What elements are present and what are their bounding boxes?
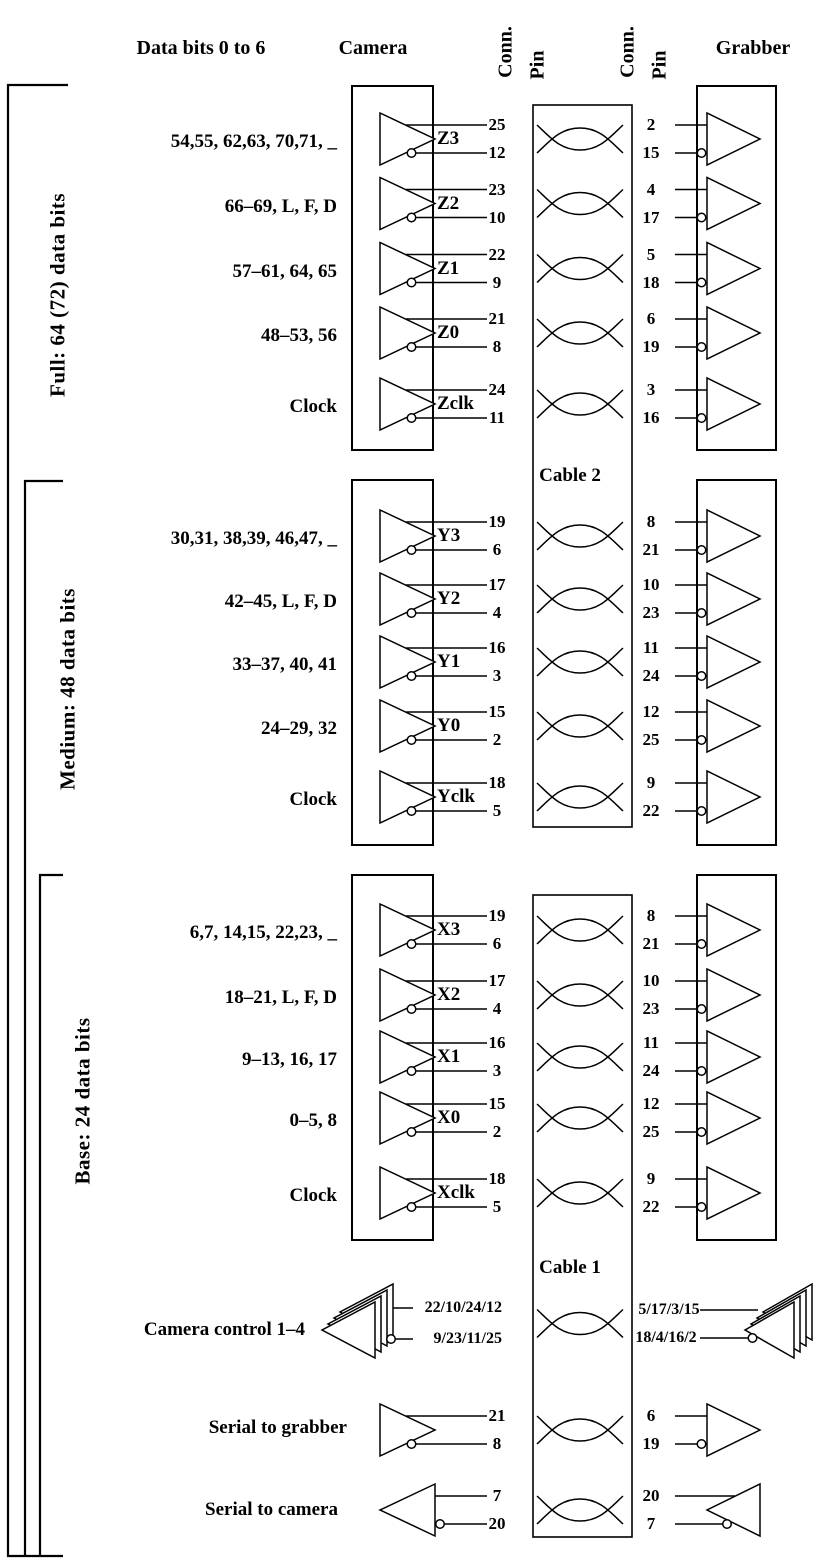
grabber-pin: 11: [642, 1033, 660, 1052]
signal-name: X1: [437, 1046, 461, 1067]
signal-name: X3: [437, 919, 461, 940]
grabber-pin: 21: [642, 540, 660, 559]
signal-name: Zclk: [437, 393, 474, 414]
grabber-receiver-buffer: [675, 573, 760, 625]
row-label: 9–13, 16, 17: [242, 1049, 337, 1070]
camera-pin: 6: [492, 540, 502, 559]
grabber-pin: 19: [642, 337, 660, 356]
camera-control-drivers: [700, 1284, 812, 1358]
camera-pin: 24: [488, 380, 506, 399]
camera-pin: 16: [488, 638, 506, 657]
grabber-pin: 11: [642, 638, 660, 657]
section-label-base: Base: 24 data bits: [70, 1017, 95, 1185]
row-label: 33–37, 40, 41: [232, 654, 337, 675]
camera-pin: 9: [492, 272, 502, 292]
grabber-pin: 8: [646, 906, 656, 925]
row-label: 30,31, 38,39, 46,47, _: [170, 528, 337, 549]
signal-name: Y1: [437, 651, 461, 672]
grabber-pin: 6: [646, 309, 656, 328]
grabber-receiver-buffer: [675, 771, 760, 823]
camera-pin: 18: [488, 773, 506, 792]
grabber-pin: 10: [642, 575, 660, 594]
row-label: 0–5, 8: [289, 1110, 337, 1131]
twisted-pair-icon: [537, 783, 623, 811]
grabber-receiver-buffer: [675, 1092, 760, 1144]
camera-pin: 23: [488, 179, 506, 199]
twisted-pair-icon: [537, 390, 623, 418]
camera-pin: 5: [492, 801, 502, 820]
serial-to-grabber-buffers: [380, 1404, 760, 1456]
signal-name: Z3: [437, 128, 460, 149]
camera-pin: 18: [488, 1169, 506, 1188]
signal-name: Y0: [437, 715, 461, 736]
grabber-receiver-buffer: [675, 636, 760, 688]
row-label: Clock: [289, 396, 337, 417]
grabber-pin: 25: [642, 730, 660, 749]
grabber-pin: 22: [642, 801, 660, 820]
grabber-pin: 15: [642, 143, 660, 162]
twisted-pair-icon: [537, 255, 623, 283]
serial-to-camera-label: Serial to camera: [205, 1499, 338, 1520]
twisted-pair-icon: [537, 125, 623, 153]
header-grabber: Grabber: [715, 37, 791, 59]
header-data-bits: Data bits 0 to 6: [136, 37, 266, 59]
grabber-pin: 17: [642, 207, 660, 227]
grabber-pin: 16: [642, 408, 660, 427]
grabber-pin: 24: [642, 666, 660, 685]
camera-control-pin: 22/10/24/12: [424, 1299, 502, 1316]
camera-pin: 15: [488, 1094, 506, 1113]
grabber-receiver-buffer: [675, 904, 760, 956]
row-label: Clock: [289, 1185, 337, 1206]
grabber-pin: 6: [646, 1406, 656, 1425]
grabber-pin: 12: [642, 1094, 660, 1113]
grabber-pin: 19: [642, 1434, 660, 1453]
grabber-receiver-buffer: [675, 510, 760, 562]
twisted-pair-icon: [537, 1043, 623, 1071]
grabber-pin: 22: [642, 1197, 660, 1216]
serial-to-grabber-label: Serial to grabber: [208, 1417, 347, 1438]
camera-pin: 21: [488, 1406, 506, 1425]
grabber-control-pin: 18/4/16/2: [635, 1329, 697, 1346]
section-label-full: Full: 64 (72) data bits: [45, 192, 70, 398]
camera-pin: 17: [488, 575, 506, 594]
grabber-pin: 4: [646, 179, 656, 199]
grabber-receiver-buffer: [675, 243, 760, 295]
row-label: 57–61, 64, 65: [232, 260, 337, 282]
twisted-pair-icon: [537, 1104, 623, 1132]
twisted-pair-icon: [537, 712, 623, 740]
grabber-receiver-buffer: [675, 178, 760, 230]
bracket-base: [40, 875, 63, 1555]
header-conn-right: Conn.: [616, 26, 639, 78]
grabber-pin: 2: [646, 115, 656, 134]
row-label: 24–29, 32: [261, 718, 337, 739]
camera-pin: 3: [492, 1061, 502, 1080]
grabber-pin: 23: [642, 603, 660, 622]
camera-pin: 8: [492, 1434, 502, 1453]
twisted-pair-icon: [537, 648, 623, 676]
grabber-pin: 23: [642, 999, 660, 1018]
signal-name: Z0: [437, 322, 460, 343]
camera-pin: 4: [492, 999, 502, 1018]
camera-pin: 19: [488, 512, 506, 531]
grabber-receiver-buffer: [675, 307, 760, 359]
signal-name: Yclk: [437, 786, 475, 807]
twisted-pair-icon: [537, 585, 623, 613]
grabber-pin: 12: [642, 702, 660, 721]
grabber-pin: 9: [646, 1169, 656, 1188]
header-pin-left: Pin: [526, 50, 549, 80]
grabber-pin: 5: [646, 244, 656, 264]
header-conn-left: Conn.: [494, 26, 517, 78]
camera-pin: 5: [492, 1197, 502, 1216]
camera-pin: 10: [488, 207, 506, 227]
row-label: 54,55, 62,63, 70,71, _: [170, 131, 337, 152]
signal-name: Xclk: [437, 1182, 475, 1203]
camera-pin: 22: [488, 244, 506, 264]
twisted-pair-icon: [537, 1179, 623, 1207]
camera-pin: 20: [488, 1514, 506, 1533]
camera-pin: 19: [488, 906, 506, 925]
header-pin-right: Pin: [648, 50, 671, 80]
cable-2-label: Cable 2: [539, 465, 601, 486]
camera-pin: 17: [488, 971, 506, 990]
row-label: Clock: [289, 789, 337, 810]
grabber-receiver-buffer: [675, 378, 760, 430]
twisted-pair-icon: [537, 981, 623, 1009]
section-label-medium: Medium: 48 data bits: [55, 588, 80, 790]
twisted-pair-icon: [537, 319, 623, 347]
camera-pin: 3: [492, 666, 502, 685]
grabber-pin: 8: [646, 512, 656, 531]
signal-name: X0: [437, 1107, 461, 1128]
grabber-receiver-buffer: [675, 1031, 760, 1083]
camera-pin: 11: [488, 408, 506, 427]
twisted-pair-icon: [537, 1416, 623, 1444]
camera-pin: 6: [492, 934, 502, 953]
header-camera: Camera: [338, 37, 408, 59]
grabber-receiver-buffer: [675, 700, 760, 752]
grabber-pin: 20: [642, 1486, 660, 1505]
signal-name: Z1: [437, 257, 460, 279]
camera-pin: 21: [488, 309, 506, 328]
camera-pin: 12: [488, 143, 506, 162]
row-label: 6,7, 14,15, 22,23, _: [189, 922, 337, 943]
camera-pin: 4: [492, 603, 502, 622]
grabber-control-pin: 5/17/3/15: [638, 1301, 700, 1318]
twisted-pair-icon: [537, 1496, 623, 1524]
twisted-pair-icon: [537, 916, 623, 944]
camera-control-label: Camera control 1–4: [143, 1319, 305, 1340]
camera-pin: 8: [492, 337, 502, 356]
camera-pin: 2: [492, 730, 502, 749]
row-label: 66–69, L, F, D: [224, 195, 337, 217]
twisted-pair-icon: [537, 190, 623, 218]
grabber-receiver-buffer: [675, 113, 760, 165]
grabber-receiver-buffer: [675, 1167, 760, 1219]
camera-pin: 15: [488, 702, 506, 721]
row-label: 42–45, L, F, D: [224, 591, 337, 612]
row-label: 18–21, L, F, D: [224, 987, 337, 1008]
camera-pin: 16: [488, 1033, 506, 1052]
camera-pin: 7: [492, 1486, 502, 1505]
camera-pin: 25: [488, 115, 506, 134]
grabber-pin: 10: [642, 971, 660, 990]
twisted-pair-icon: [537, 1310, 623, 1338]
grabber-pin: 18: [642, 272, 660, 292]
camera-pin: 2: [492, 1122, 502, 1141]
grabber-pin: 9: [646, 773, 656, 792]
signal-name: Y3: [437, 525, 461, 546]
row-label: 48–53, 56: [261, 325, 337, 346]
signal-name: Z2: [437, 192, 460, 214]
grabber-pin: 25: [642, 1122, 660, 1141]
grabber-pin: 3: [646, 380, 656, 399]
twisted-pair-icon: [537, 522, 623, 550]
grabber-receiver-buffer: [675, 969, 760, 1021]
serial-to-camera-buffers: [380, 1484, 760, 1536]
grabber-pin: 24: [642, 1061, 660, 1080]
grabber-pin: 21: [642, 934, 660, 953]
camera-control-pin: 9/23/11/25: [433, 1330, 502, 1347]
grabber-pin: 7: [646, 1514, 656, 1533]
cable-1-label: Cable 1: [539, 1257, 601, 1278]
signal-name: X2: [437, 984, 461, 1005]
signal-name: Y2: [437, 588, 461, 609]
